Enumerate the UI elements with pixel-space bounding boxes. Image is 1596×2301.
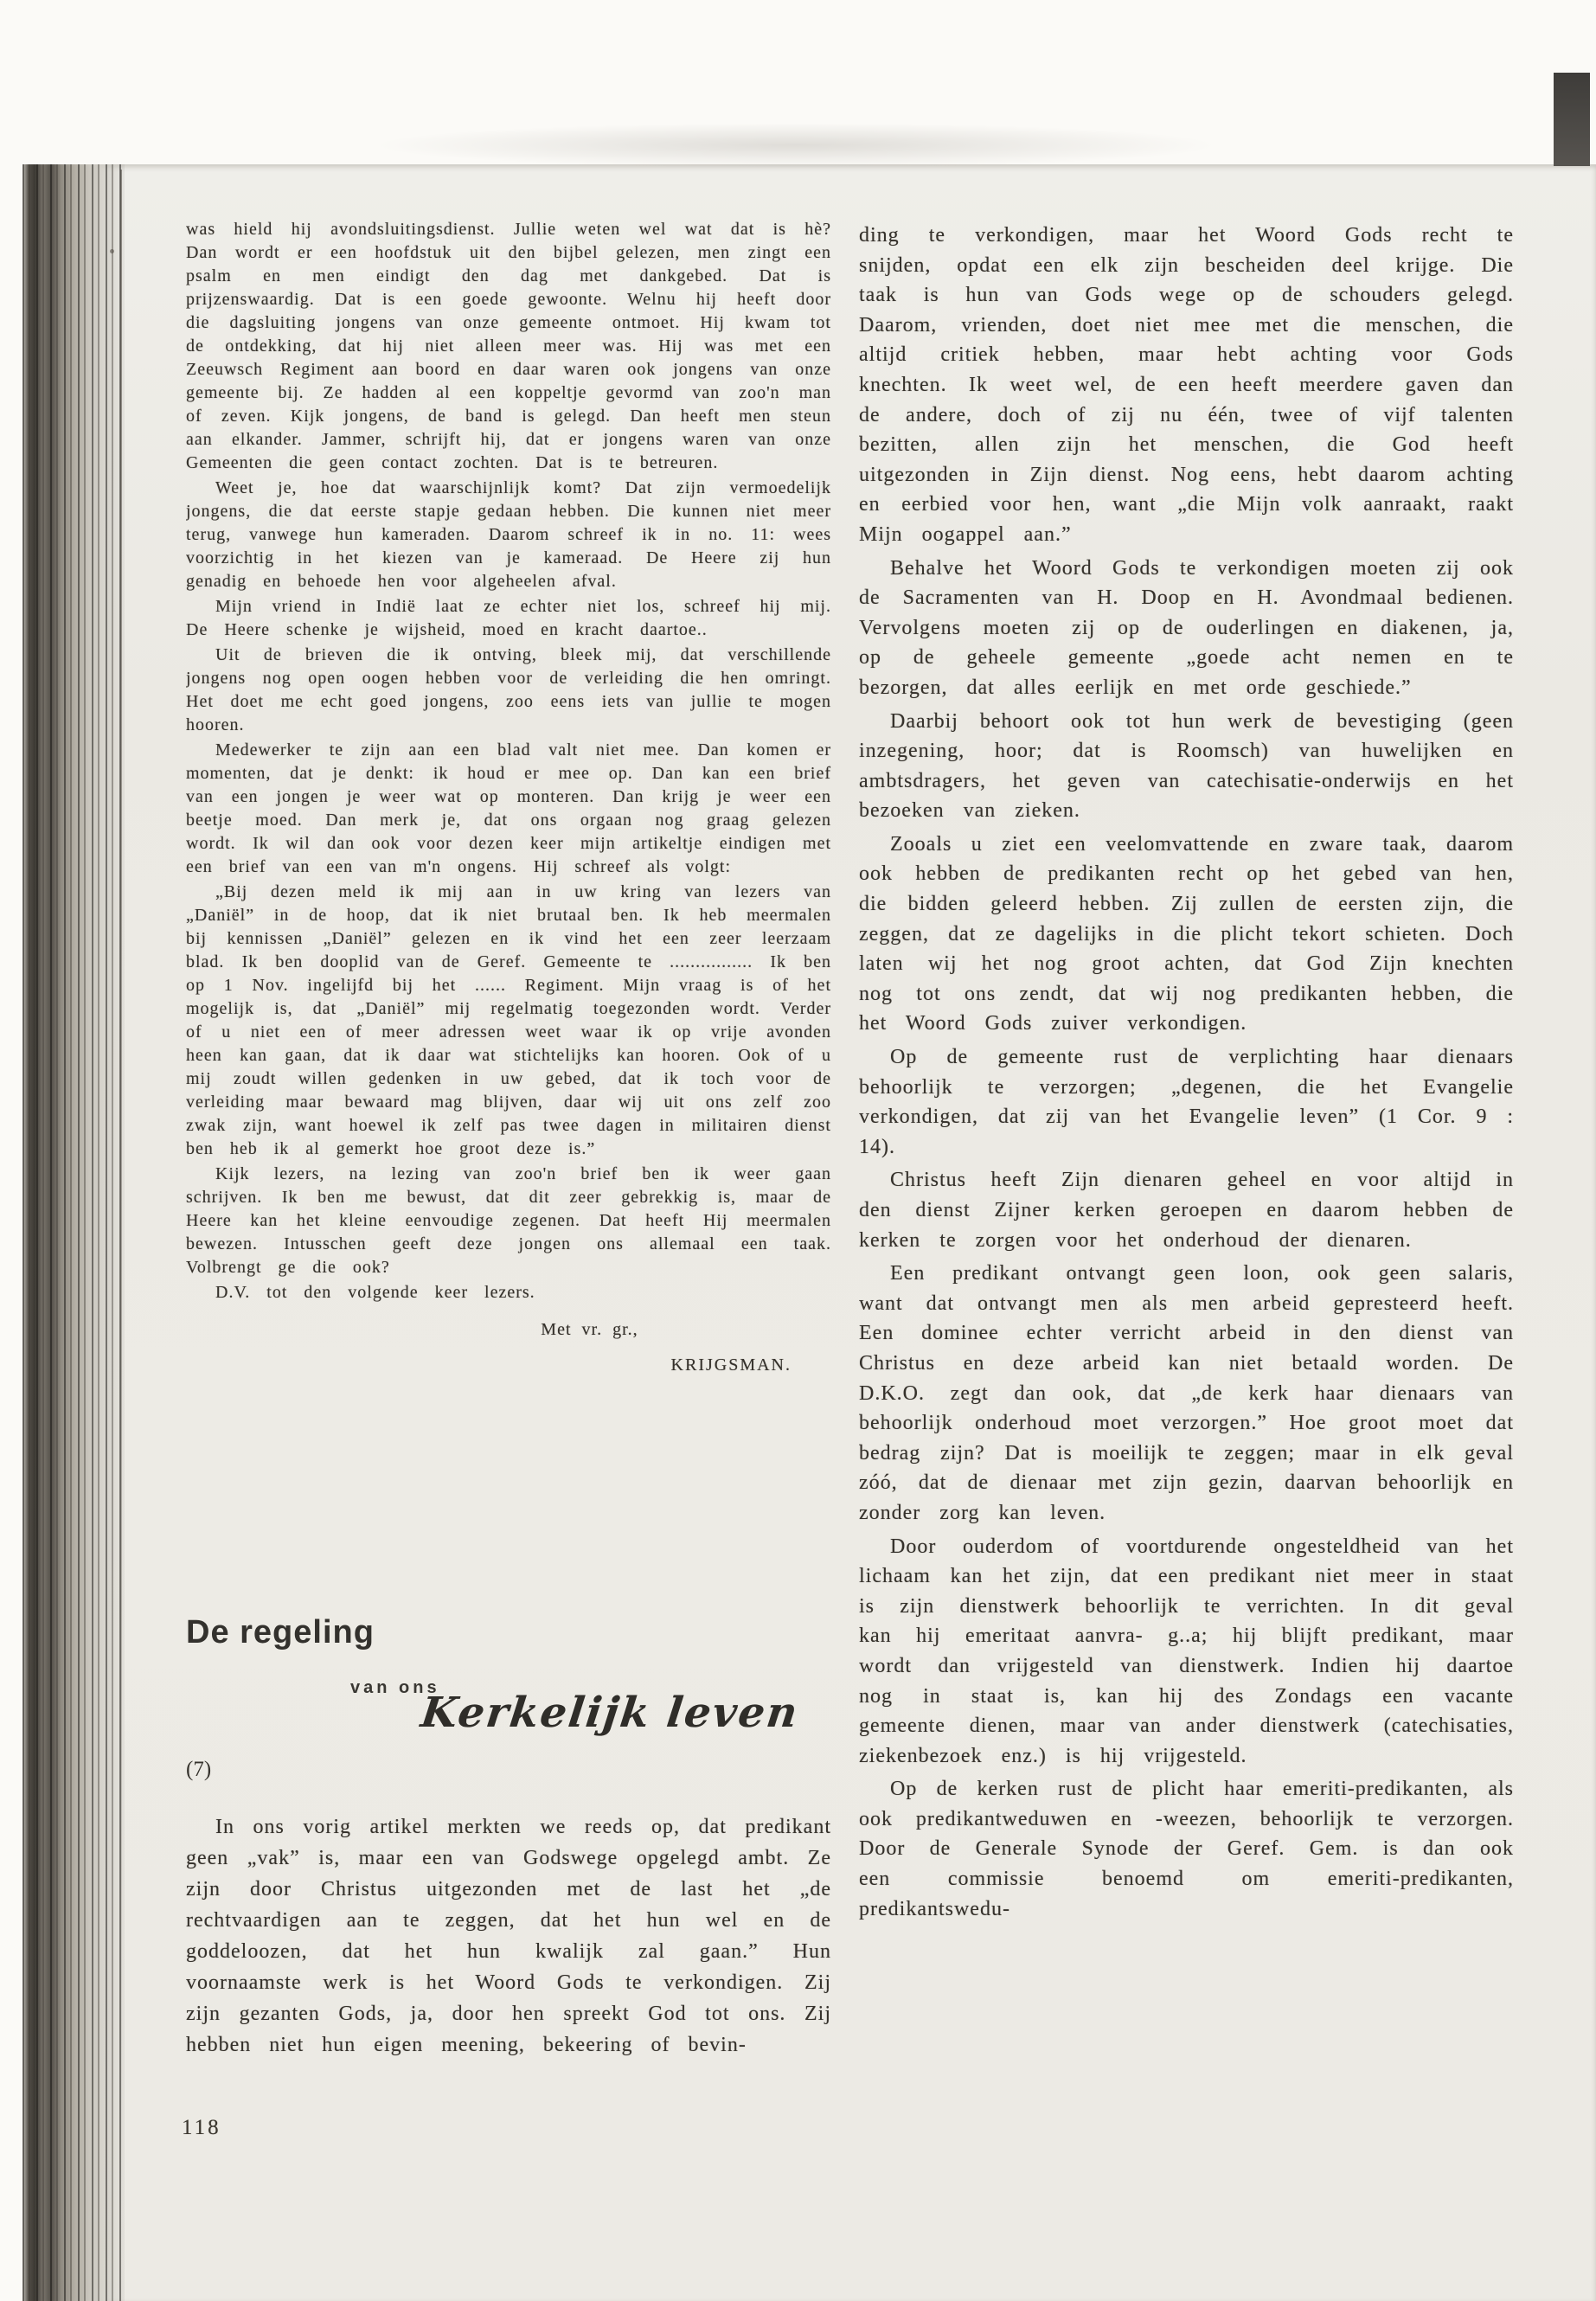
paragraph: Door ouderdom of voortdurende ongesteldheid van het lichaam kan het zijn, dat een predikant niet meer in staat is zijn dienstwerk behoorlijk te verrichten. In dit geval kan hij emeritaat aanvra- g..a; hij blijft predikant, maar wordt dan vrijgesteld van dienstwerk. Indien hij daartoe nog in staat is, kan hij des Zondags een vacante gemeente dienen, maar van ander dienstwerk (catechisaties, ziekenbezoek enz.) is hij vrijgesteld. bbox=[859, 1535, 1514, 1767]
paragraph: Zooals u ziet een veelomvattende en zware taak, daarom ook hebben de predikanten recht op het gebed van hen, die bidden geleerd hebben. Zij zullen de eersten zijn, die zeggen, dat ze dagelijks in die plicht tekort schieten. Doch laten wij het nog groot achten, dat God Zijn knechten nog tot ons zendt, dat wij nog predikanten hebben, die het Woord Gods zuiver verkondigen. bbox=[859, 832, 1514, 1035]
paragraph: was hield hij avondsluitingsdienst. Jullie weten wel wat dat is hè? Dan wordt er een hoofdstuk uit den bijbel gelezen, men zingt een psalm en men eindigt den dag met dankgebed. Dat is prijzenswaardig. Dat is een goede gewoonte. Welnu hij heeft door die dagsluiting jongens van onze gemeente ontmoet. Hij kwam tot de ontdekking, dat hij niet alleen meer was. Hij was met een Zeeuwsch Regiment aan boord en daar waren ook jongens van onze gemeente bij. Ze hadden al een koppeltje gevormd van zoo'n man of zeven. Kijk jongens, de band is gelegd. Dan heeft men steun aan elkander. Jammer, schrijft hij, dat er jongens waren van onze Gemeenten die geen contact zochten. Dat is te betreuren. bbox=[186, 220, 831, 472]
ink-speck bbox=[110, 249, 114, 253]
paragraph: Mijn vriend in Indië laat ze echter niet los, schreef hij mij. De Heere schenke je wijsheid, moed en kracht daartoe.. bbox=[186, 597, 831, 639]
paragraph: Uit de brieven die ik ontving, bleek mij, dat verschillende jongens nog open oogen hebben voor de verleiding die hen omringt. Het doet me echt goed jongens, zoo eens iets van jullie te mogen hooren. bbox=[186, 645, 831, 734]
letter-quote-paragraph: „Bij dezen meld ik mij aan in uw kring van lezers van „Daniël” in de hoop, dat ik niet brutaal ben. Ik heb meermalen bij kennissen „Daniël” gelezen en ik vind het een zeer leerzaam blad. Ik ben dooplid van de Geref. Gemeente te ................ Ik ben op 1 Nov. ingelijfd bij het ...... Regiment. Mijn vraag is of het mogelijk is, dat „Daniël” mij regelmatig toegezonden wordt. Verder of u niet een of meer adressen weet waar ik op vrije avonden heen kan gaan, dat ik daar wat stichtelijks kan hooren. Ook of u mij zoudt willen gedenken in uw gebed, dat ik toch voor de verleiding maar bewaard mag blijven, daar wij uit ons zelf zoo zwak zijn, want hoewel ik zelf pas twee dagen in militairen dienst ben heb ik al gemerkt hoe groot deze is.” bbox=[186, 882, 831, 1158]
paragraph: Een predikant ontvangt geen loon, ook geen salaris, want dat ontvangt men als men arbeid gepresteerd heeft. Een dominee echter verricht arbeid in den dienst van Christus en deze arbeid kan niet betaald worden. De D.K.O. zegt dan ook, dat „de kerk haar dienaars van behoorlijk onderhoud moet verzorgen.” Hoe groot moet dat bedrag zijn? Dat is moeilijk te zeggen; maar in elk geval zóó, dat de dienaar met zijn gezin, daarvan behoorlijk en zonder zorg kan leven. bbox=[859, 1262, 1514, 1524]
paragraph: Op de kerken rust de plicht haar emeriti-predikanten, als ook predikantweduwen en -weezen, behoorlijk te verzorgen. Door de Generale Synode der Geref. Gem. is dan ook een commissie benoemd om emeriti-predikanten, predikantswedu- bbox=[859, 1778, 1514, 1920]
paragraph: Weet je, hoe dat waarschijnlijk komt? Dat zijn vermoedelijk jongens, die dat eerste stapje gedaan hebben. Die kunnen niet meer terug, vanwege hun kameraden. Daarom schreef ik in no. 11: wees voorzichtig in het kiezen van je kameraad. De Heere zij hun genadig en behoede hen voor algeheelen afval. bbox=[186, 478, 831, 591]
article-title-sub: van ons bbox=[350, 1678, 440, 1697]
right-column-article bbox=[859, 221, 1514, 2079]
author-signature: KRIJGSMAN. bbox=[670, 1356, 792, 1375]
scan-smudge bbox=[372, 123, 1220, 168]
scan-corner-mark bbox=[1554, 73, 1590, 166]
article-issue-number: (7) bbox=[186, 1758, 212, 1781]
paragraph: Op de gemeente rust de verplichting haar dienaars behoorlijk te verzorgen; „degenen, die het Evangelie verkondigen, dat zij van het Evangelie leven” (1 Cor. 9 : 14). bbox=[859, 1046, 1514, 1158]
page-fold-line bbox=[120, 170, 122, 2211]
paragraph: In ons vorig artikel merkten we reeds op, dat predikant geen „vak” is, maar een van Godswege opgelegd ambt. Ze zijn door Christus uitgezonden met de last het „de rechtvaardigen aan te zeggen, dat het hun wel en de goddeloozen, dat het hun kwalijk zal gaan.” Hun voornaamste werk is het Woord Gods te verkondigen. Zij zijn gezanten Gods, ja, door hen spreekt God tot ons. Zij hebben niet hun eigen meening, bekeering of bevin- bbox=[186, 1816, 831, 2056]
paragraph: Medewerker te zijn aan een blad valt niet mee. Dan komen er momenten, dat je denkt: ik houd er mee op. Dan kan een brief van een jongen je weer wat op monteren. Dan krijg je weer een beetje moed. Dan merk je, dat ons orgaan nog graag gelezen wordt. Ik wil dan ook voor dezen keer mijn artikeltje eindigen met een brief van een van m'n ongens. Hij schreef als volgt: bbox=[186, 740, 831, 876]
binding-edge-shadow bbox=[22, 164, 125, 2301]
article-title-script: Kerkelijk leven bbox=[418, 1689, 802, 1737]
paragraph: ding te verkondigen, maar het Woord Gods recht te snijden, opdat een elk zijn bescheiden deel krijge. Die taak is hun van Gods wege op de schouders gelegd. Daarom, vrienden, doet niet mee met die menschen, die altijd critiek hebben, maar hebt achting voor Gods knechten. Ik weet wel, de een heeft meerdere gaven dan de andere, doch of zij nu één, twee of vijf talenten bezitten, allen zijn het menschen, die God heeft uitgezonden in Zijn dienst. Nog eens, hebt daarom achting en eerbied voor hen, want „die Mijn volk aanraakt, raakt Mijn oogappel aan.” bbox=[859, 224, 1514, 546]
article-title-main: De regeling bbox=[186, 1614, 375, 1650]
paragraph: Daarbij behoort ook tot hun werk de bevestiging (geen inzegening, hoor; dat is Roomsch) van huwelijken en ambtsdragers, het geven van catechisatie-onderwijs en het bezoeken van zieken. bbox=[859, 709, 1514, 823]
article-heading-block bbox=[186, 1614, 843, 1818]
left-column-article2 bbox=[186, 1811, 831, 2074]
paragraph: Christus heeft Zijn dienaren geheel en voor altijd in den dienst Zijner kerken geroepen en daarom hebben de kerken te zorgen voor het onderhoud der dienaren. bbox=[859, 1169, 1514, 1252]
left-column-article bbox=[186, 218, 831, 1590]
page-number: 118 bbox=[182, 2116, 221, 2139]
paragraph: Behalve het Woord Gods te verkondigen moeten zij ook de Sacramenten van H. Doop en H. Avondmaal bedienen. Vervolgens moeten zij op de ouderlingen en diakenen, ja, op de geheele gemeente „goede acht nemen en te bezorgen, dat alles eerlijk en met orde geschiede.” bbox=[859, 556, 1514, 699]
paragraph: Kijk lezers, na lezing van zoo'n brief ben ik weer gaan schrijven. Ik ben me bewust, dat dit zeer gebrekkig is, maar de Heere kan het kleine eenvoudige zegenen. Dat heeft Hij meermalen bewezen. Intusschen geeft deze jongen ons allemaal een taak. Volbrengt ge die ook? bbox=[186, 1164, 831, 1277]
signoff-line: Met vr. gr., bbox=[541, 1320, 638, 1339]
paragraph: D.V. tot den volgende keer lezers. bbox=[215, 1283, 535, 1302]
